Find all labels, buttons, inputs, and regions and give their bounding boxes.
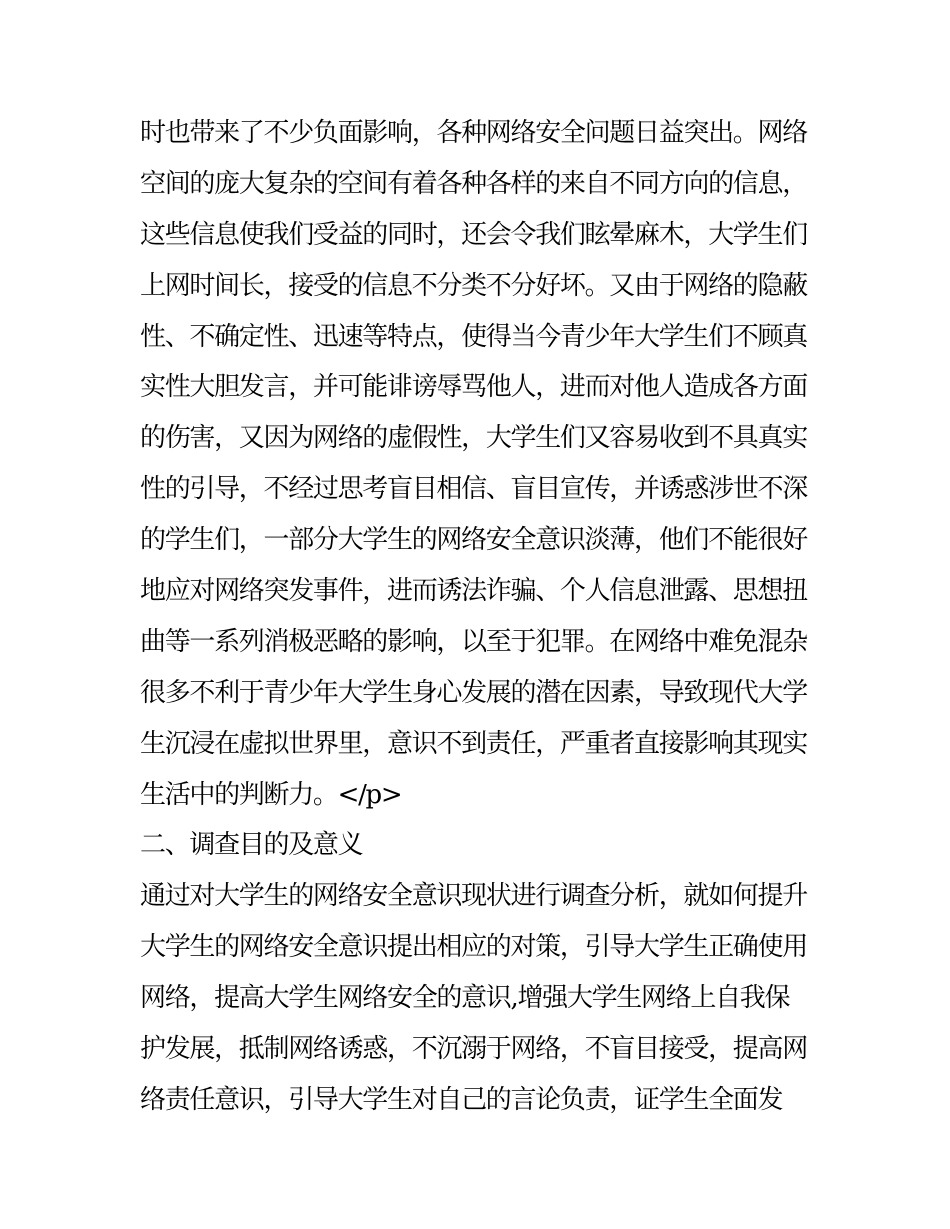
- text-line: 曲等一系列消极恶略的影响，以至于犯罪。在网络中难免混杂: [140, 626, 807, 657]
- text-line: 空间的庞大复杂的空间有着各种各样的来自不同方向的信息，: [140, 168, 807, 199]
- text-line: 的学生们，一部分大学生的网络安全意识淡薄，他们不能很好: [140, 525, 807, 556]
- text-line: 这些信息使我们受益的同时，还会令我们眩晕麻木，大学生们: [140, 219, 807, 250]
- text-line: 络责任意识，引导大学生对自己的言论负责，证学生全面发: [140, 1084, 783, 1115]
- text-line: 性的引导，不经过思考盲目相信、盲目宣传，并诱惑涉世不深: [140, 474, 807, 505]
- text-line: 性、不确定性、迅速等特点，使得当今青少年大学生们不顾真: [140, 321, 807, 352]
- section-heading: 二、调查目的及意义: [140, 830, 363, 861]
- text-line: 通过对大学生的网络安全意识现状进行调查分析，就如何提升: [140, 881, 807, 912]
- body-text: [140, 108, 820, 1126]
- text-line: 实性大胆发言，并可能诽谤辱骂他人，进而对他人造成各方面: [140, 372, 807, 403]
- text-line: 时也带来了不少负面影响，各种网络安全问题日益突出。网络: [140, 118, 807, 148]
- text-line: 生活中的判断力。</p>: [140, 779, 402, 810]
- text-line: 很多不利于青少年大学生身心发展的潜在因素，导致现代大学: [140, 677, 807, 708]
- text-line: 生沉浸在虚拟世界里，意识不到责任，严重者直接影响其现实: [140, 728, 807, 759]
- text-line: 上网时间长，接受的信息不分类不分好坏。又由于网络的隐蔽: [140, 270, 807, 301]
- text-line: 网络，提高大学生网络安全的意识,增强大学生网络上自我保: [140, 983, 790, 1014]
- text-line: 大学生的网络安全意识提出相应的对策，引导大学生正确使用: [140, 932, 807, 963]
- text-line: 地应对网络突发事件，进而诱法诈骗、个人信息泄露、思想扭: [140, 576, 807, 607]
- text-line: 的伤害，又因为网络的虚假性，大学生们又容易收到不具真实: [140, 423, 807, 454]
- text-line: 护发展，抵制网络诱惑，不沉溺于网络，不盲目接受，提高网: [140, 1034, 807, 1065]
